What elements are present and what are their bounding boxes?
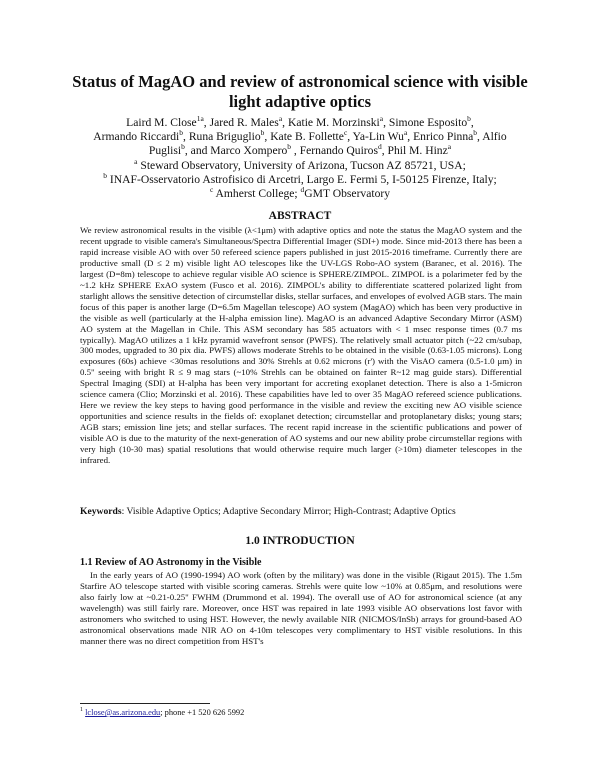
footnote-rule bbox=[80, 703, 210, 704]
affiliation-mark: b bbox=[179, 128, 184, 138]
affiliation-mark: c bbox=[209, 185, 214, 195]
footnote-mark: 1 bbox=[80, 707, 83, 713]
body-paragraph bbox=[80, 570, 522, 647]
abstract-text: We review astronomical results in the visible (λ<1μm) with adaptive optics and note the status the MagAO system and the recent upgrade to visible camera's Simultaneous/Spectra Differential Imager (SDI+) mode. Since mid-2013 there has been a rapid increase visible AO with over 50 refereed science papers published in just 2015-2016 timeframe. Currently there are productive small (D ≤ 2 m) visible light AO telescopes like the UV-LGS Robo-AO system (Baranec, et al. 2016). The largest (D=8m) telescope to achieve regular visible AO science is SPHERE/ZIMPOL. ZIMPOL is a polarimeter fed by the ~1.2 kHz SPHERE ExAO system (Fusco et al. 2016). ZIMPOL's ability to differentiate scattered polarized light from starlight allows the sensitive detection of circumstellar disks, stellar surfaces, and envelopes of evolved AGB stars. The main focus of this paper is another large (D=6.5m Magellan telescope) AO system (MagAO) which has been very productive in the visible as well (particularly at the H-alpha emission line). MagAO is an advanced Adaptive Secondary Mirror (ASM) AO system at the Magellan in Chile. This ASM secondary has 585 actuators with < 1 msec response times (0.7 ms typically). MagAO utilizes a 1 kHz pyramid wavefront sensor (PWFS). The relatively small actuator pitch (~22 cm/subap, 300 modes, upgraded to 30 pix dia. PWFS) allows moderate Strehls to be obtained in the visible (0.63-1.05 microns). Long exposures (60s) achieve <30mas resolutions and 30% Strehls at 0.62 microns (r') with the VisAO camera (0.5-1.0 μm) in 0.5" seeing with bright R ≤ 9 mag stars (~10% Strehls can be obtained on fainter R~12 mag guide stars). Differential Spectral Imaging (SDI) at H-alpha has been very important for accreting exoplanet detection. There is also a 1-5micron science camera (Clio; Morzinski et al. 2016). These capabilities have led to over 35 MagAO refereed science publications. Here we review the key steps to having good performance in the visible and review the exciting new AO visible science opportunities and science results in the fields of: exoplanet detection; circumstellar and protoplanetary disks; young stars; AGB stars; emission line jets; and stellar surfaces. The recent rapid increase in the scientific publications and power of visible AO is due to the maturity of the next-generation of AO systems and our new ability probe circumstellar regions with very high (10-30 mas) spatial resolutions that would otherwise require much larger (>10m) diameter telescopes in the infrared. bbox=[80, 225, 522, 466]
abstract-heading: ABSTRACT bbox=[268, 210, 332, 222]
author-text: , Katie M. Morzinski bbox=[282, 116, 380, 129]
keywords-label: Keywords bbox=[80, 506, 122, 517]
keywords-line bbox=[80, 506, 522, 517]
author-text: , Jared R. Males bbox=[203, 116, 279, 129]
author-line bbox=[60, 116, 540, 130]
affiliation-mark: d bbox=[300, 185, 305, 195]
author-block bbox=[60, 116, 540, 201]
author-text: , Fernando Quiros bbox=[291, 144, 378, 158]
author-text: Puglisi bbox=[148, 144, 182, 158]
author-text: Armando Riccardi bbox=[93, 130, 180, 144]
footnote-phone: ; phone +1 520 626 5992 bbox=[160, 707, 245, 717]
affiliation-mark: a bbox=[403, 128, 408, 138]
body-text: In the early years of AO (1990-1994) AO work (often by the military) was done in the visible (Rigaut 2015). The 1.5m Starfire AO telescope started with visible scoring cameras. Strehls were quite low ~10% at 0.85μm, and resolutions were also fairly low at ~0.21-0.25" FWHM (Drummond et al. 1994). The overall use of AO for astronomical science (at any wavelength) was still fairly rare. Moreover, once HST was repaired in late 1993 visible AO observations lost favor with astronomers who switched to using HST. However, the newly available NIR (NICMOS/InSb) arrays for ground-based AO astronomical observations made NIR AO on 4-10m telescopes very complimentary to HST visible resolutions. In this manner there was no direct competition from HST's bbox=[80, 570, 522, 646]
author-text: Amherst College; bbox=[213, 187, 301, 201]
affiliation-mark: a bbox=[447, 142, 452, 152]
affiliation-mark: a bbox=[278, 114, 283, 124]
affiliation-mark: b bbox=[287, 142, 292, 152]
keywords-text: : Visible Adaptive Optics; Adaptive Secondary Mirror; High-Contrast; Adaptive Optics bbox=[121, 506, 456, 517]
affiliation-mark: d bbox=[377, 142, 382, 152]
author-text: Laird M. Close bbox=[126, 116, 197, 129]
author-text: INAF-Osservatorio Astrofisico di Arcetri, Largo E. Fermi 5, I-50125 Firenze, Italy; bbox=[107, 172, 497, 186]
author-line bbox=[60, 130, 540, 144]
affiliation-line bbox=[60, 156, 540, 173]
author-text: GMT Observatory bbox=[304, 187, 391, 201]
author-text: , Enrico Pinna bbox=[407, 130, 474, 144]
author-text: , Kate B. Follette bbox=[264, 130, 344, 144]
affiliation-mark: b bbox=[473, 128, 478, 138]
section-heading: 1.0 INTRODUCTION bbox=[245, 535, 355, 547]
subsection-heading: 1.1 Review of AO Astronomy in the Visible bbox=[80, 557, 262, 568]
author-text: Steward Observatory, University of Arizona, Tucson AZ 85721, USA; bbox=[137, 158, 466, 172]
author-line bbox=[60, 144, 540, 158]
affiliation-mark: a bbox=[379, 114, 384, 124]
title-line-1: Status of MagAO and review of astronomical science with visible bbox=[72, 72, 528, 91]
affiliation-mark: b bbox=[260, 128, 265, 138]
title-line-2: light adaptive optics bbox=[228, 92, 372, 111]
author-text: , Runa Briguglio bbox=[183, 130, 261, 144]
author-text: , and Marco Xompero bbox=[184, 144, 288, 158]
footnote bbox=[80, 707, 244, 717]
affiliation-line bbox=[60, 187, 540, 201]
affiliation-mark: 1a bbox=[196, 114, 204, 124]
author-text: , Phil M. Hinz bbox=[381, 144, 448, 158]
affiliation-mark: b bbox=[467, 114, 471, 124]
affiliation-mark: b bbox=[103, 170, 108, 180]
author-text: , bbox=[470, 116, 474, 129]
author-text: , Alfio bbox=[477, 130, 507, 144]
author-text: , Simone Esposito bbox=[383, 116, 468, 129]
affiliation-mark: c bbox=[343, 128, 348, 138]
affiliation-mark: a bbox=[134, 156, 138, 166]
affiliation-mark: b bbox=[181, 142, 185, 152]
email-link[interactable]: lclose@as.arizona.edu bbox=[85, 707, 161, 717]
paper-title bbox=[60, 72, 540, 112]
author-text: , Ya-Lin Wu bbox=[347, 130, 404, 144]
